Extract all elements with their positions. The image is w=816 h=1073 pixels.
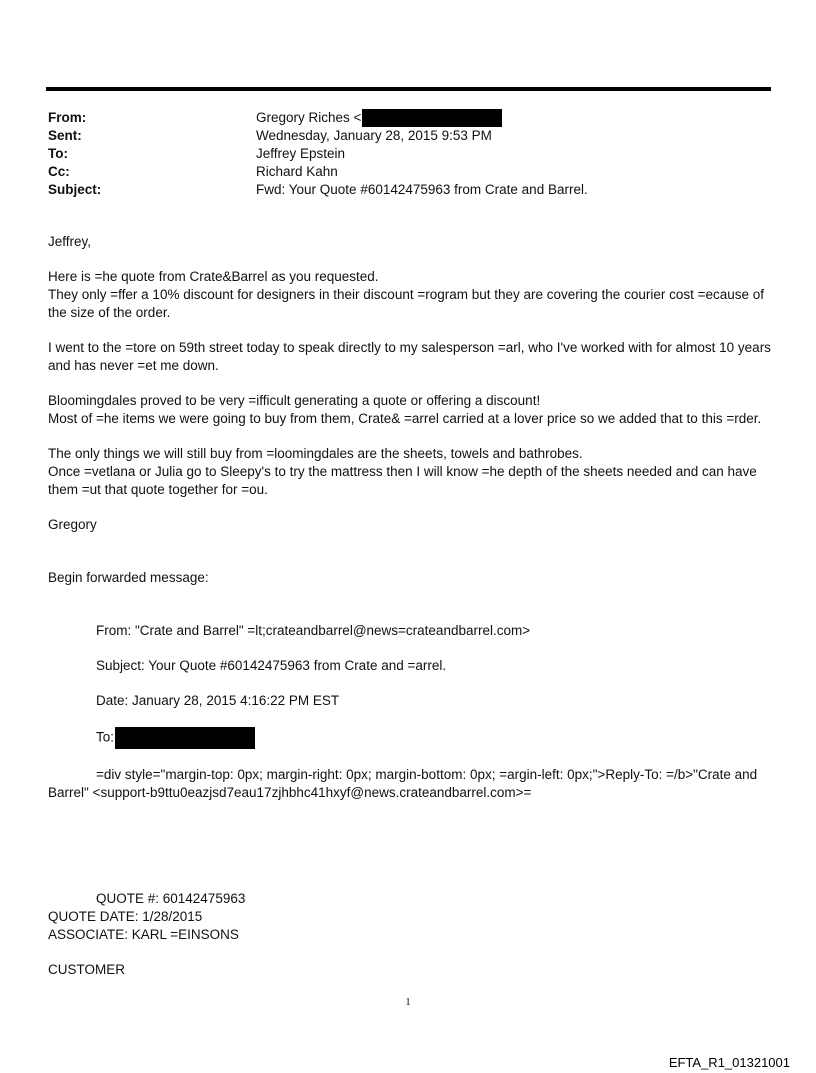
sent-value: Wednesday, January 28, 2015 9:53 PM xyxy=(256,128,492,143)
to-label: To: xyxy=(48,146,68,161)
document-id: EFTA_R1_01321001 xyxy=(668,1055,790,1070)
paragraph-3-line-2: Most of =he items we were going to buy from them, Crate& =arrel carried at a lover price so we added that to this =rder. xyxy=(48,411,762,426)
subject-value: Fwd: Your Quote #60142475963 from Crate and Barrel. xyxy=(256,182,588,197)
customer-heading: CUSTOMER xyxy=(48,962,126,977)
forward-intro: Begin forwarded message: xyxy=(48,570,209,585)
signature: Gregory xyxy=(48,517,97,532)
redaction-box xyxy=(362,109,502,127)
paragraph-2: I went to the =tore on 59th street today to speak directly to my salesperson =arl, who I've worked with for almost 10 years and has never =et me down. xyxy=(48,340,771,373)
header-subject-row xyxy=(48,181,778,199)
header-to-row xyxy=(48,145,778,163)
quote-number: QUOTE #: 60142475963 xyxy=(96,891,246,906)
header-from-row xyxy=(48,109,778,127)
paragraph-1-line-2: They only =ffer a 10% discount for designers in their discount =rogram but they are covering the courier cost =ecause of the size of the order. xyxy=(48,287,765,320)
subject-label: Subject: xyxy=(48,182,102,197)
forwarded-from: From: "Crate and Barrel" =lt;crateandbarrel@news=crateandbarrel.com> xyxy=(96,623,531,638)
page-number: 1 xyxy=(405,996,411,1008)
cc-value: Richard Kahn xyxy=(256,164,338,179)
header-rule xyxy=(46,87,771,91)
header-cc-row xyxy=(48,163,778,181)
from-value xyxy=(256,109,502,127)
email-body xyxy=(48,233,778,979)
sent-label: Sent: xyxy=(48,128,82,143)
quote-date: QUOTE DATE: 1/28/2015 xyxy=(48,909,203,924)
paragraph-4-line-2: Once =vetlana or Julia go to Sleepy's to try the mattress then I will know =he depth of the sheets needed and can have them =ut that quote together for =ou. xyxy=(48,464,757,497)
forwarded-subject: Subject: Your Quote #60142475963 from Crate and =arrel. xyxy=(96,658,447,673)
redaction-box xyxy=(115,727,255,749)
forwarded-to xyxy=(48,727,778,749)
forwarded-div-text: =div style="margin-top: 0px; margin-right: 0px; margin-bottom: 0px; =argin-left: 0px;">Reply-To: =/b>"Crate and Barrel" <support-b9ttu0eazjsd7eau17zjhbhc41hxyf@news.crateandbarrel.com>= xyxy=(48,767,758,800)
forwarded-date: Date: January 28, 2015 4:16:22 PM EST xyxy=(96,693,340,708)
cc-label: Cc: xyxy=(48,164,70,179)
to-value: Jeffrey Epstein xyxy=(256,146,346,161)
quote-associate: ASSOCIATE: KARL =EINSONS xyxy=(48,927,239,942)
from-label: From: xyxy=(48,110,87,125)
email-header xyxy=(48,109,778,199)
greeting: Jeffrey, xyxy=(48,234,92,249)
header-sent-row xyxy=(48,127,778,145)
paragraph-4-line-1: The only things we will still buy from =loomingdales are the sheets, towels and bathrobes. xyxy=(48,446,583,461)
paragraph-1-line-1: Here is =he quote from Crate&Barrel as you requested. xyxy=(48,269,379,284)
paragraph-3-line-1: Bloomingdales proved to be very =ifficult generating a quote or offering a discount! xyxy=(48,393,541,408)
from-sender: Gregory Riches < xyxy=(256,110,362,125)
forwarded-to-label: To: xyxy=(96,729,115,745)
